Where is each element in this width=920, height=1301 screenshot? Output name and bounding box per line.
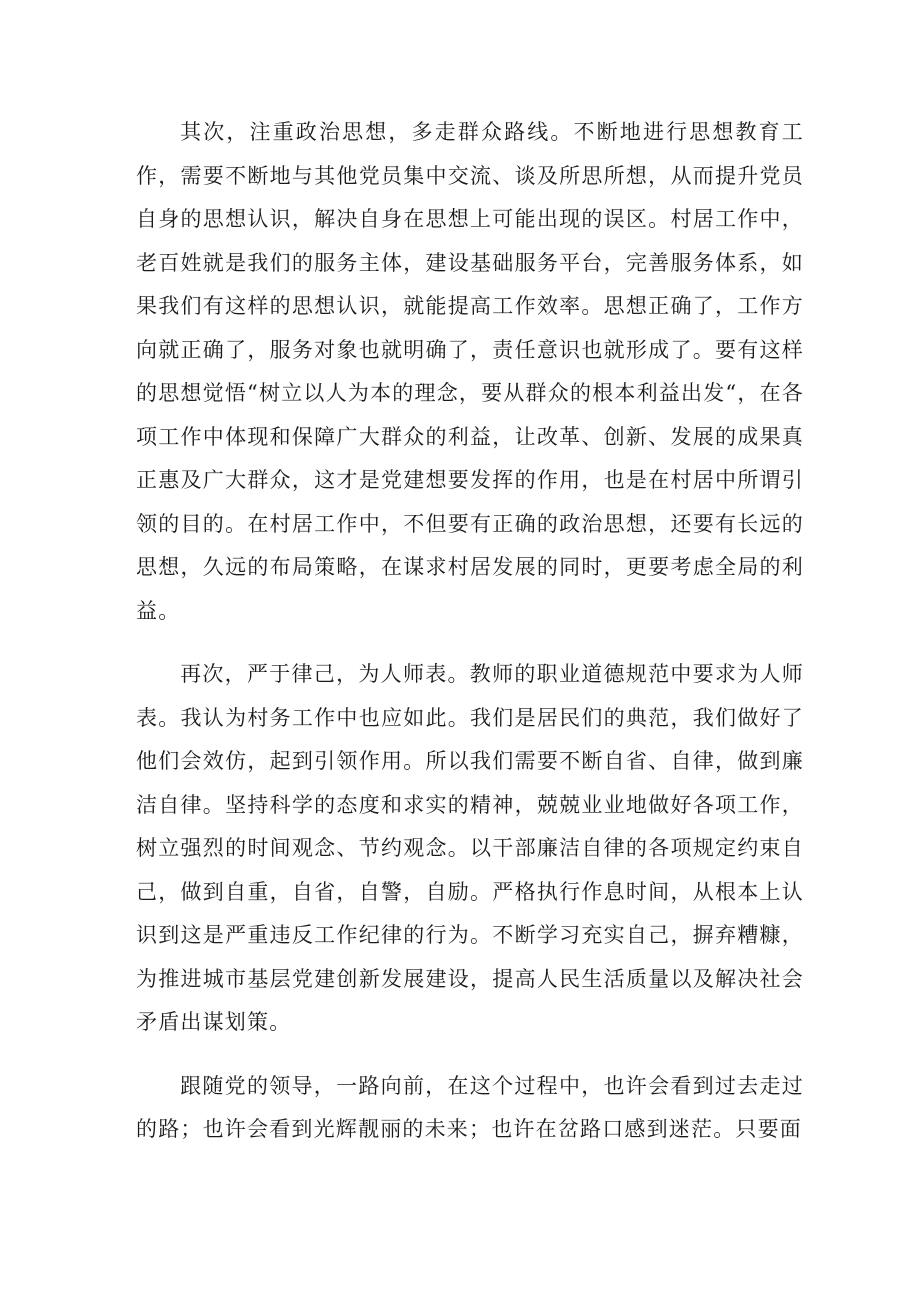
document-body (136, 111, 804, 1152)
paragraph-political-thought: 其次，注重政治思想，多走群众路线。不断地进行思想教育工作，需要不断地与其他党员集中交流、谈及所思所想，从而提升党员自身的思想认识，解决自身在思想上可能出现的误区。村居工作中，老百姓就是我们的服务主体，建设基础服务平台，完善服务体系，如果我们有这样的思想认识，就能提高工作效率。思想正确了，工作方向就正确了，服务对象也就明确了，责任意识也就形成了。要有这样的思想觉悟“树立以人为本的理念，要从群众的根本利益出发“，在各项工作中体现和保障广大群众的利益，让改革、创新、发展的成果真正惠及广大群众，这才是党建想要发挥的作用，也是在村居中所谓引领的目的。在村居工作中，不但要有正确的政治思想，还要有长远的思想，久远的布局策略，在谋求村居发展的同时，更要考虑全局的利益。 (136, 120, 804, 623)
paragraph-self-discipline: 再次，严于律己，为人师表。教师的职业道德规范中要求为人师表。我认为村务工作中也应如此。我们是居民们的典范，我们做好了他们会效仿，起到引领作用。所以我们需要不断自省、自律，做到廉洁自律。坚持科学的态度和求实的精神，兢兢业业地做好各项工作，树立强烈的时间观念、节约观念。以干部廉洁自律的各项规定约束自己，做到自重，自省，自警，自励。严格执行作息时间，从根本上认识到这是严重违反工作纪律的行为。不断学习充实自己，摒弃糟糠，为推进城市基层党建创新发展建设，提高人民生活质量以及解决社会矛盾出谋划策。 (136, 662, 804, 1034)
paragraph-follow-party: 跟随党的领导，一路向前，在这个过程中，也许会看到过去走过的路；也许会看到光辉靓丽的未来；也许在岔路口感到迷茫。只要面 (136, 1073, 804, 1141)
